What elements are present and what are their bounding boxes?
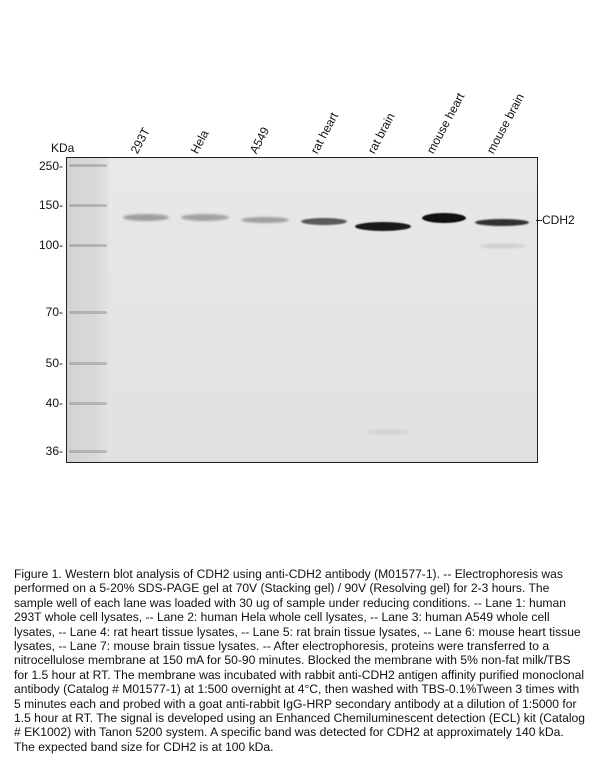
band-lane-5 xyxy=(355,222,411,231)
ladder-band xyxy=(69,362,107,365)
lane-label-a549: A549 xyxy=(246,124,273,156)
ladder-band xyxy=(69,204,107,207)
ladder-band xyxy=(69,402,107,405)
ladder-band xyxy=(69,311,107,314)
marker-label-100: 100- xyxy=(38,238,63,252)
marker-label-250: 250- xyxy=(38,159,63,173)
band-lane-1 xyxy=(123,214,169,221)
ladder-band xyxy=(69,450,107,453)
marker-ladder-lane xyxy=(67,158,109,462)
kda-axis-title: KDa xyxy=(51,141,75,155)
marker-label-36: 36- xyxy=(45,444,63,458)
lane-label-rat-heart: rat heart xyxy=(307,109,341,156)
marker-label-70: 70- xyxy=(45,305,63,319)
lane-label-hela: Hela xyxy=(187,127,212,156)
ladder-band xyxy=(69,164,107,167)
blot-membrane xyxy=(66,157,538,463)
band-lane-3 xyxy=(241,217,289,223)
marker-label-40: 40- xyxy=(45,396,63,410)
band-lane-7 xyxy=(475,219,529,226)
marker-label-150: 150- xyxy=(38,198,63,212)
lane-label-rat-brain: rat brain xyxy=(364,110,398,156)
band-lane-5-faint xyxy=(367,430,409,434)
marker-label-50: 50- xyxy=(45,356,63,370)
cdh2-band-label: CDH2 xyxy=(542,213,575,227)
band-lane-4 xyxy=(301,218,347,225)
figure-caption: Figure 1. Western blot analysis of CDH2 using anti-CDH2 antibody (M01577-1). -- Electrophoresis was performed on a 5-20% SDS-PAGE gel at 70V (Stacking gel) / 90V (Resolving gel) for 2-3 hours. The sample well of each lane was loaded with 30 ug of sample under reducing conditions. -- Lane 1: human 293T whole cell lysates, -- Lane 2: human Hela whole cell lysates, -- Lane 3: human A549 whole cell lysates, -- Lane 4: rat heart tissue lysates, -- Lane 5: rat brain tissue lysates, -- Lane 6: mouse heart tissue lysates, -- Lane 7: mouse brain tissue lysates. -- After electrophoresis, proteins were transferred to a nitrocellulose membrane at 150 mA for 50-90 minutes. Blocked the membrane with 5% non-fat milk/TBS for 1.5 hour at RT. The membrane was incubated with rabbit anti-CDH2 antigen affinity purified monoclonal antibody (Catalog # M01577-1) at 1:500 overnight at 4°C, then washed with TBS-0.1%Tween 3 times with 5 minutes each and probed with a goat anti-rabbit IgG-HRP secondary antibody at a dilution of 1:5000 for 1.5 hour at RT. The signal is developed using an Enhanced Chemiluminescent detection (ECL) kit (Catalog # EK1002) with Tanon 5200 system. A specific band was detected for CDH2 at approximately 140 kDa. The expected band size for CDH2 is at 100 kDa. xyxy=(14,567,585,754)
band-lane-2 xyxy=(181,214,229,221)
ladder-band xyxy=(69,244,107,247)
lane-label-mouse-brain: mouse brain xyxy=(483,91,528,156)
lane-label-293t: 293T xyxy=(127,125,153,156)
lane-label-mouse-heart: mouse heart xyxy=(423,90,468,156)
band-lane-6 xyxy=(422,213,466,223)
band-lane-7-faint xyxy=(479,244,525,248)
